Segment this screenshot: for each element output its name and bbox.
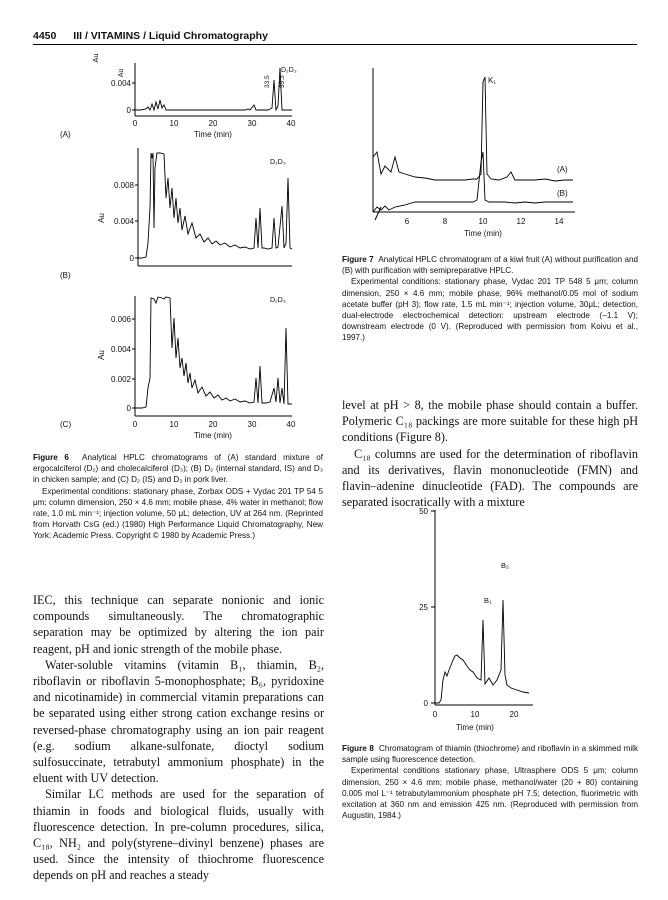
- fig6c-xtick-2: 20: [208, 420, 218, 429]
- fig8-x-label: Time (min): [456, 723, 494, 732]
- fig6c-xtick-1: 10: [169, 420, 179, 429]
- fig7-caption-title: Figure 7: [342, 255, 374, 264]
- fig6c-trace: [135, 297, 292, 408]
- fig6a-xtick-1: 10: [169, 119, 179, 128]
- fig6a-ytick-1: 0: [126, 106, 131, 115]
- fig6-panel-c: [60, 296, 296, 440]
- right-column-text: [342, 397, 638, 510]
- fig6a-peak-rt-2: 35.3: [279, 75, 286, 88]
- fig6b-y-axis-label: Au: [97, 213, 106, 223]
- figure-6-caption: [33, 452, 323, 542]
- figure-7-caption: [342, 254, 638, 344]
- fig8-xtick-1: 10: [470, 710, 480, 719]
- fig6a-xtick-2: 20: [208, 119, 218, 128]
- fig6a-peak-label: D₂D₃: [281, 67, 297, 74]
- running-header: [33, 30, 268, 42]
- fig8-ytick-1: 25: [419, 603, 428, 612]
- fig7-trace-label-b: (B): [557, 189, 568, 198]
- fig8-caption-title: Figure 8: [342, 744, 374, 753]
- left-paragraph-2: Water-soluble vitamins (vitamin B₁, thiamin, B₂, riboflavin or riboflavin 5-monophosphate; B₆, pyridoxine and nicotinamide) in commercial vitamin preparations can be separated using either strong cation exchange resins or reversed-phase chromatography using an ion pair reagent (e.g. sodium alkane-sulfonate, dioctyl sodium sulfosuccinate, tetrabutyl ammonium phosphate) in the eluent with UV detection.: [33, 657, 324, 786]
- figure-8-chromatogram: [405, 500, 555, 740]
- fig6b-trace: [138, 153, 292, 258]
- fig6b-panel-label: (B): [60, 271, 71, 280]
- left-column-text: [33, 592, 324, 884]
- fig6a-y-axis-label: Au: [91, 53, 100, 63]
- fig8-ytick-2: 0: [423, 699, 428, 708]
- fig8-peak-label-b2: B₂: [501, 561, 509, 570]
- fig6-caption-title: Figure 6: [33, 453, 69, 462]
- fig7-caption-conditions: Experimental conditions: stationary phase, Vydac 201 TP 548 5 μm; column dimension, 250 × 4.6 mm; mobile phase, 96% methanol/0.05 mol of sodium acetate buffer (pH 3); flow rate, 1.5 mL min⁻¹; injection volume, 30μL; detection, dual-electrode electrochemical detection: upstream electrode (−1.1 V); downstream electrode (0 V). (Reproduced with permission from Koivu et al., 1997.): [342, 277, 638, 343]
- fig6c-xtick-4: 40: [286, 420, 296, 429]
- fig7-xtick-0: 6: [404, 217, 410, 226]
- fig8-caption-text: Chromatogram of thiamin (thiochrome) and riboflavin in a skimmed milk sample using fluorescence detection.: [342, 744, 639, 765]
- fig7-trace-label-a: (A): [557, 165, 568, 174]
- fig7-xtick-4: 14: [554, 217, 564, 226]
- fig6a-ytick-0: 0.004: [110, 79, 131, 88]
- fig7-xtick-1: 8: [442, 217, 448, 226]
- fig6c-peak-label: D₂D₃: [270, 297, 286, 304]
- fig6-panel-b: [60, 148, 292, 280]
- fig8-ytick-0: 50: [419, 507, 428, 516]
- fig6a-xtick-4: 40: [286, 119, 296, 128]
- fig6-panel-a: [60, 53, 297, 139]
- fig6c-ytick-1: 0.004: [110, 345, 131, 354]
- fig7-xtick-2: 10: [478, 217, 488, 226]
- fig6c-ytick-3: 0: [126, 404, 131, 413]
- fig8-xtick-2: 20: [509, 710, 519, 719]
- fig7-peak-label: K₁: [488, 76, 497, 85]
- fig6a-xtick-0: 0: [132, 119, 138, 128]
- figure-6-chromatograms: [30, 53, 310, 443]
- fig7-trace-b: [373, 152, 573, 212]
- figure-7-chromatogram: [365, 62, 637, 247]
- right-paragraph-2: C₁₈ columns are used for the determination of riboflavin and its derivatives, flavin mononucleotide (FMN) and flavin–adenine dinucleotide (FAD). The compounds are separated isocratically with a mixture: [342, 446, 638, 510]
- fig6a-peak-rt-1: 33.5: [264, 75, 271, 88]
- fig6a-x-label: Time (min): [194, 130, 232, 139]
- fig6c-panel-label: (C): [60, 420, 72, 429]
- fig6a-panel-label: (A): [60, 130, 71, 139]
- running-title: III / VITAMINS / Liquid Chromatography: [73, 30, 268, 42]
- right-paragraph-1: level at pH > 8, the mobile phase should contain a buffer. Polymeric C₁₈ packings are more suitable for these high pH conditions (Figure 8).: [342, 398, 638, 445]
- fig6b-ytick-2: 0: [129, 254, 134, 263]
- fig6a-y-label: Au: [118, 68, 125, 78]
- left-paragraph-3: Similar LC methods are used for the separation of thiamin in foods and biological fluids, usually with fluorescence detection. In pre-column procedures, silica, C₁₈, NH₂ and poly(styrene–divinyl benzene) phases are used. Since the intensity of thiochrome fluorescence depends on pH and reaches a steady: [33, 787, 324, 883]
- fig6c-y-axis-label: Au: [97, 350, 106, 360]
- fig8-peak-label-b1: B₁: [484, 596, 492, 605]
- fig6a-xtick-3: 30: [247, 119, 257, 128]
- figure-8-caption: [342, 743, 638, 821]
- header-rule: [33, 44, 637, 45]
- fig6c-xtick-3: 30: [247, 420, 257, 429]
- fig6c-xtick-0: 0: [132, 420, 138, 429]
- fig6-caption-text: Analytical HPLC chromatograms of (A) standard mixture of ergocalciferol (D₂) and cholecalciferol (D₃); (B) D₂ (internal standard, IS) and D₃ in chicken sample; and (C) D₂ (IS) and D₃ in pork liver.: [33, 453, 324, 485]
- fig7-x-label: Time (min): [464, 229, 502, 238]
- fig6b-ytick-0: 0.008: [113, 181, 134, 190]
- fig7-trace-a: [373, 77, 573, 181]
- fig7-xtick-3: 12: [516, 217, 526, 226]
- fig6b-ytick-1: 0.004: [113, 217, 134, 226]
- page-number: 4450: [33, 30, 57, 42]
- fig6c-x-label: Time (min): [194, 431, 232, 440]
- fig6a-trace: [135, 68, 292, 110]
- fig6b-peak-label: D₂D₃: [270, 159, 286, 166]
- fig8-caption-conditions: Experimental conditions stationary phase, Ultrasphere ODS 5 μm; column dimension, 250 × 4.6 mm; mobile phase, methanol/water (20 + 80) containing 0.005 mol L⁻¹ tetrabutylammonium phosphate pH 7.5; detection, fluorimetric with excitation at 360 nm and emission 425 nm. (Reproduced with permission from Augustin, 1984.): [342, 766, 638, 821]
- fig7-caption-text: Analytical HPLC chromatogram of a kiwi fruit (A) without purification and (B) with purification with semipreparative HPLC.: [342, 255, 638, 276]
- fig6c-ytick-2: 0.002: [110, 375, 131, 384]
- fig8-xtick-0: 0: [432, 710, 438, 719]
- fig8-trace: [435, 600, 529, 703]
- fig6c-ytick-0: 0.006: [110, 315, 131, 324]
- fig6-caption-conditions: Experimental conditions: stationary phase, Zorbax ODS + Vydac 201 TP 54 5 μm; column dimension, 250 × 4.6 mm; mobile phase, 4% water in methanol; flow rate, 1.0 mL min⁻¹; injection volume, 50 μL; detection, UV at 264 nm. (Reprinted from Horvath CsG (ed.) (1980) High Performance Liquid Chromatography, New York: Academic Press. Copyright © 1980 by Academic Press.): [33, 486, 323, 541]
- left-paragraph-1: IEC, this technique can separate nonionic and ionic compounds simultaneously. The chromatographic separation may be optimized by altering the ion pair reagent, pH and ionic strength of the mobile phase.: [33, 593, 324, 656]
